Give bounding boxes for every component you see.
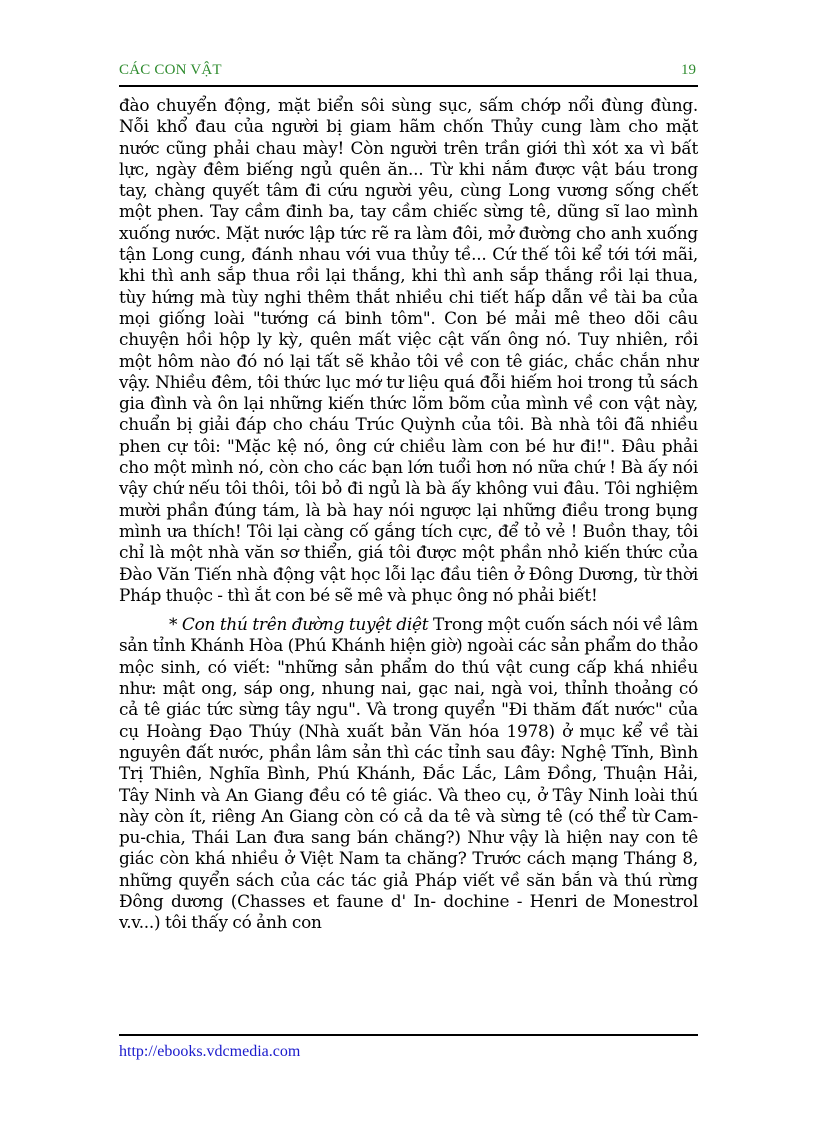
header-title: CÁC CON VẬT	[119, 62, 222, 78]
page-header	[119, 60, 698, 86]
footer-divider	[119, 1034, 698, 1036]
section-heading: * Con thú trên đường tuyệt diệt	[169, 614, 429, 635]
body-paragraph-1: đào chuyển động, mặt biển sôi sùng sục, sấm chớp nổi đùng đùng. Nỗi khổ đau của người bị giam hãm chốn Thủy cung làm cho mặt nước cũng phải chau mày! Còn người trên trần giới thì xót xa vì bất lực, ngày đêm biếng ngủ quên ăn... Từ khi nắm được vật báu trong tay, chàng quyết tâm đi cứu người yêu, cùng Long vương sống chết một phen. Tay cầm đinh ba, tay cầm chiếc sừng tê, dũng sĩ lao mình xuống nước. Mặt nước lập tức rẽ ra làm đôi, mở đường cho anh xuống tận Long cung, đánh nhau với vua thủy tề... Cứ thế tôi kể tới tới mãi, khi thì anh sắp thua rồi lại thắng, khi thì anh sắp thắng rồi lại thua, tùy hứng mà tùy nghi thêm thắt nhiều chi tiết hấp dẫn về tài ba của mọi giống loài "tướng cá binh tôm". Con bé mải mê theo dõi câu chuyện hồi hộp ly kỳ, quên mất việc cật vấn ông nó. Tuy nhiên, rồi một hôm nào đó nó lại tất sẽ khảo tôi về con tê giác, chắc chắn như vậy. Nhiều đêm, tôi thức lục mớ tư liệu quá đỗi hiếm hoi trong tủ sách gia đình và ôn lại những kiến thức lõm bõm của mình về con vật này, chuẩn bị giải đáp cho cháu Trúc Quỳnh của tôi. Bà nhà tôi đã nhiều phen cự tôi: "Mặc kệ nó, ông cứ chiều làm con bé hư đi!". Đâu phải cho một mình nó, còn cho các bạn lớn tuổi hơn nó nữa chứ ! Bà ấy nói vậy chứ nếu tôi thôi, tôi bỏ đi ngủ là bà ấy không vui đâu. Tôi nghiệm mười phần đúng tám, là bà hay nói ngược lại những điều trong bụng mình ưa thích! Tôi lại càng cố gắng tích cực, để tỏ vẻ ! Buồn thay, tôi chỉ là một nhà văn sơ thiển, giá tôi được một phần nhỏ kiến thức của Đào Văn Tiến nhà động vật học lỗi lạc đầu tiên ở Đông Dương, từ thời Pháp thuộc - thì ắt con bé sẽ mê và phục ông nó phải biết!	[119, 95, 698, 605]
header-divider	[119, 85, 698, 87]
page-body	[119, 95, 698, 934]
body-paragraph-2-text: Trong một cuốn sách nói về lâm sản tỉnh Khánh Hòa (Phú Khánh hiện giờ) ngoài các sản phẩm do thảo mộc sinh, có viết: "những sản phẩm do thú vật cung cấp khá nhiều như: mật ong, sáp ong, nhung nai, gạc nai, ngà voi, thỉnh thoảng có cả tê giác tức sừng tây ngu". Và trong quyển "Đi thăm đất nước" của cụ Hoàng Đạo Thúy (Nhà xuất bản Văn hóa 1978) ở mục kể về tài nguyên đất nước, phần lâm sản thì các tỉnh sau đây: Nghệ Tĩnh, Bình Trị Thiên, Nghĩa Bình, Phú Khánh, Đắc Lắc, Lâm Đồng, Thuận Hải, Tây Ninh và An Giang đều có tê giác. Và theo cụ, ở Tây Ninh loài thú này còn ít, riêng An Giang còn có cả da tê và sừng tê (có thể từ Cam-pu-chia, Thái Lan đưa sang bán chăng?) Như vậy là hiện nay con tê giác còn khá nhiều ở Việt Nam ta chăng? Trước cách mạng Tháng 8, những quyển sách của các tác giả Pháp viết về săn bắn và thú rừng Đông dương (Chasses et faune d' In- dochine - Henri de Monestrol v.v...) tôi thấy có ảnh con	[119, 614, 698, 933]
body-paragraph-2	[119, 614, 698, 933]
footer-link[interactable]: http://ebooks.vdcmedia.com	[119, 1043, 301, 1060]
page-number: 19	[681, 62, 696, 78]
